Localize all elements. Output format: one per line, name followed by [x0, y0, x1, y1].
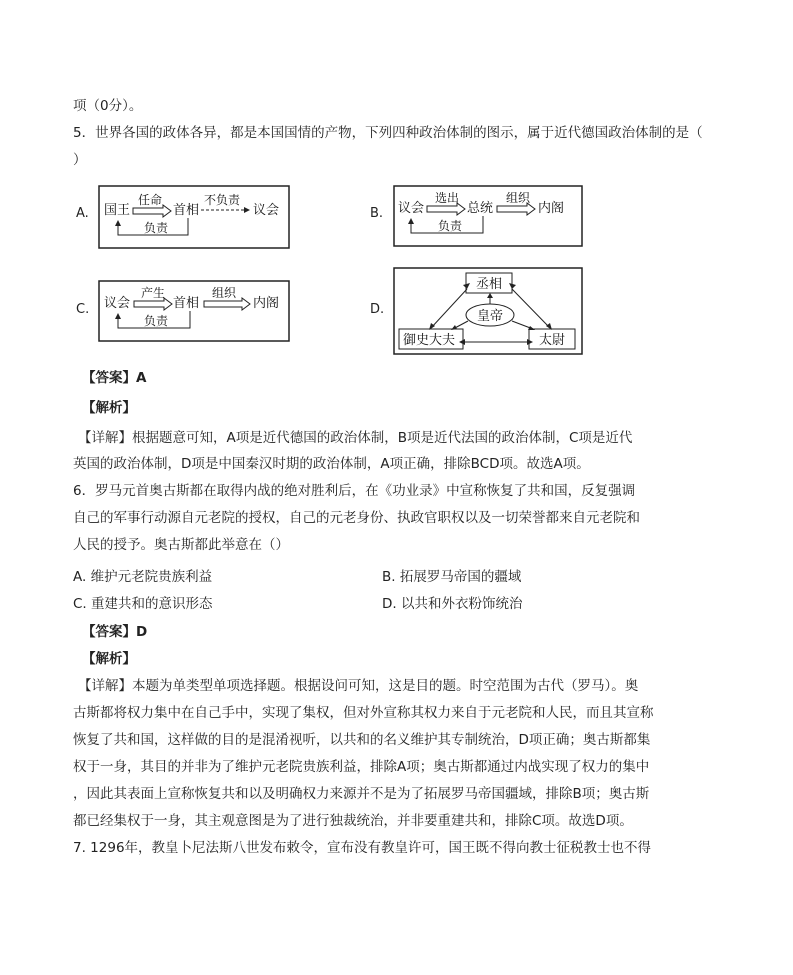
diagram-a-arrow-1-label: 任命	[138, 193, 163, 207]
option-c-label: C.	[76, 302, 90, 317]
option-d-label: D.	[370, 302, 385, 317]
detail-6-line-2: 古斯都将权力集中在自己手中，实现了集权，但对外宣称其权力来自于元老院和人民，而且其宣称	[73, 705, 654, 721]
option-6-d: D. 以共和外衣粉饰统治	[382, 596, 523, 612]
analysis-5-heading: 【解析】	[82, 400, 136, 416]
diagram-d-center-node: 皇帝	[477, 309, 504, 324]
diagram-b-arrow-2-label: 组织	[506, 191, 531, 205]
diagram-d	[393, 267, 583, 355]
diagram-b-node-3: 内阁	[538, 201, 565, 216]
diagram-d-top-node: 丞相	[476, 277, 503, 292]
diagram-d-right-node: 太尉	[539, 333, 566, 348]
analysis-6-heading: 【解析】	[82, 651, 136, 667]
text-line: 项（0分）。	[73, 98, 143, 114]
question-6-line-1: 6．罗马元首奥古斯都在取得内战的绝对胜利后，在《功业录》中宣称恢复了共和国，反复强调	[73, 483, 636, 499]
diagram-b-node-2: 总统	[467, 201, 494, 216]
diagram-c	[98, 280, 290, 342]
detail-6-line-6: 都已经集权于一身，其主观意图是为了进行独裁统治，并非要重建共和，排除C项。故选D项。	[73, 813, 633, 829]
diagram-a-node-1: 国王	[104, 203, 131, 218]
diagram-b-back-label: 负责	[438, 219, 463, 233]
detail-6-line-5: ，因此其表面上宣称恢复共和以及明确权力来源并不是为了拓展罗马帝国疆域，排除B项；奥古斯	[73, 786, 650, 802]
detail-6-line-4: 权于一身，其目的并非为了维护元老院贵族利益，排除A项；奥古斯都通过内战实现了权力的集中	[73, 759, 650, 775]
question-5-paren: ）	[73, 152, 87, 168]
diagram-a-node-2: 首相	[173, 203, 200, 218]
option-6-b: B. 拓展罗马帝国的疆域	[382, 569, 522, 585]
detail-5-line-2: 英国的政治体制，D项是中国秦汉时期的政治体制，A项正确，排除BCD项。故选A项。	[73, 456, 590, 472]
diagram-a	[98, 185, 290, 249]
diagram-a-arrow-2-label: 不负责	[204, 193, 241, 207]
question-7: 7. 1296年，教皇卜尼法斯八世发布敕令，宣布没有教皇许可，国王既不得向教士征税教士也不得	[73, 840, 652, 856]
diagram-b-arrow-1-label: 选出	[435, 191, 460, 205]
answer-5: 【答案】A	[82, 370, 147, 386]
detail-6-line-3: 恢复了共和国，这样做的目的是混淆视听，以共和的名义维护其专制统治，D项正确；奥古斯都集	[73, 732, 651, 748]
question-6-line-2: 自己的军事行动源自元老院的授权，自己的元老身份、执政官职权以及一切荣誉都来自元老院和	[73, 510, 640, 526]
option-b-label: B.	[370, 206, 384, 221]
diagram-c-node-2: 首相	[173, 296, 200, 311]
diagram-a-back-label: 负责	[144, 221, 169, 235]
diagram-c-arrow-2-label: 组织	[212, 286, 237, 300]
question-6-line-3: 人民的授予。奥古斯都此举意在（）	[73, 537, 289, 553]
diagram-b	[393, 185, 583, 247]
detail-5-line-1: 【详解】根据题意可知，A项是近代德国的政治体制，B项是近代法国的政治体制，C项是近代	[78, 430, 633, 446]
question-5: 5．世界各国的政体各异，都是本国国情的产物，下列四种政治体制的图示，属于近代德国政治体制的是（	[73, 125, 703, 141]
option-a-label: A.	[76, 206, 89, 221]
diagram-c-arrow-1-label: 产生	[141, 286, 166, 300]
option-6-a: A. 维护元老院贵族利益	[73, 569, 213, 585]
diagram-c-back-label: 负责	[144, 314, 169, 328]
answer-6: 【答案】D	[82, 624, 148, 640]
diagram-a-node-3: 议会	[253, 203, 280, 218]
diagram-c-node-1: 议会	[104, 296, 131, 311]
option-6-c: C. 重建共和的意识形态	[73, 596, 213, 612]
diagram-b-node-1: 议会	[398, 201, 425, 216]
diagram-d-left-node: 御史大夫	[403, 333, 456, 348]
detail-6-line-1: 【详解】本题为单类型单项选择题。根据设问可知，这是目的题。时空范围为古代（罗马）。奥	[78, 678, 639, 694]
diagram-c-node-3: 内阁	[253, 296, 280, 311]
